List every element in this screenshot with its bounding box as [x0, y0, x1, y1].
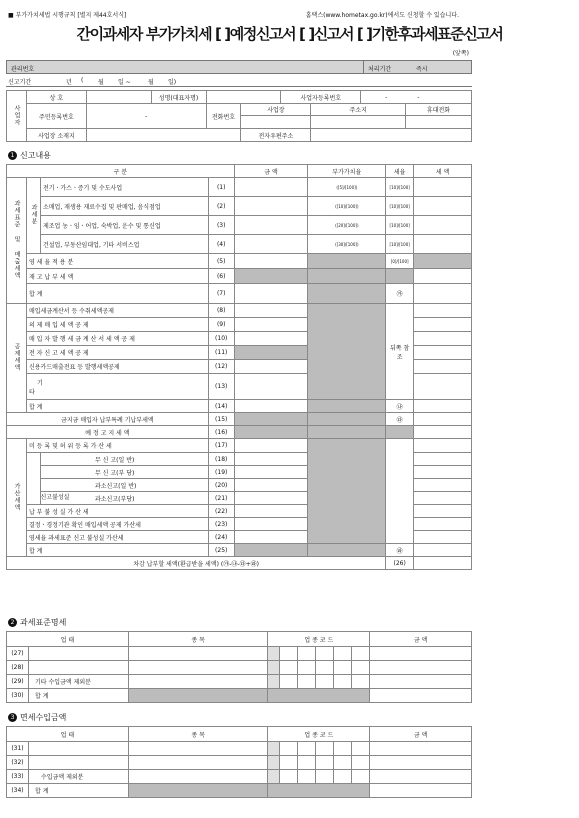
row24-amount[interactable]	[234, 531, 308, 544]
row7-vat-shaded	[308, 284, 386, 304]
s2-row29-code-1[interactable]	[268, 675, 280, 689]
row14-vat-shaded	[308, 400, 386, 413]
row6-tax[interactable]	[414, 269, 472, 284]
period-year: 년	[66, 79, 72, 86]
s2-row29-code-5[interactable]	[334, 675, 352, 689]
row25-no: (25)	[208, 544, 234, 557]
row25-label: 합 계	[26, 544, 208, 557]
row7-tax[interactable]	[414, 284, 472, 304]
management-bar	[6, 60, 472, 74]
row23-no: (23)	[208, 518, 234, 531]
s3-row31-business[interactable]	[28, 742, 128, 756]
row20-tax[interactable]	[414, 479, 472, 492]
row18-amount[interactable]	[234, 453, 308, 466]
row25-amount-shaded	[234, 544, 308, 557]
s3-row31-code-6[interactable]	[352, 742, 370, 756]
row16-label: 예 정 고 지 세 액	[7, 426, 209, 439]
s3-row34-code-shaded	[268, 784, 370, 798]
s2-row28-type[interactable]	[128, 661, 268, 675]
row23-amount[interactable]	[234, 518, 308, 531]
mobile-field[interactable]	[406, 116, 472, 129]
s2-row30-code-shaded	[268, 689, 370, 703]
s3-row33-code-3[interactable]	[298, 770, 316, 784]
s3-row33-no: (33)	[7, 770, 29, 784]
processing-period-label: 처리기간	[368, 66, 392, 73]
section1-title: 1 신고내용	[8, 150, 51, 161]
row5-label: 영 세 율 적 용 분	[26, 254, 208, 269]
s2-row30-label: 합 계	[28, 689, 128, 703]
row21-no: (21)	[208, 492, 234, 505]
report-period-row	[6, 74, 472, 87]
row15-vat-shaded	[308, 413, 386, 426]
s3-row33-code-2[interactable]	[280, 770, 298, 784]
s3-row33-type[interactable]	[128, 770, 268, 784]
row6-label: 재 고 납 부 세 액	[26, 269, 208, 284]
taxable-sub-label: 과세분	[26, 178, 40, 254]
period-day-end: 일)	[168, 79, 177, 86]
s3-row34-no: (34)	[7, 784, 29, 798]
s3-row33-code-1[interactable]	[268, 770, 280, 784]
row18-no: (18)	[208, 453, 234, 466]
regulation-note: ■ 부가가치세법 시행규칙 [별지 제44호서식]	[8, 12, 127, 19]
row5-tax-shaded	[414, 254, 472, 269]
row13-label: 기 타	[26, 374, 208, 400]
deduction-group-label: 공제세액	[7, 304, 27, 413]
row13-no: (13)	[208, 374, 234, 400]
row26-no: (26)	[386, 557, 414, 570]
phone-label: 전화번호	[206, 104, 241, 129]
row7-label: 합 계	[26, 284, 208, 304]
s2-row27-code-6[interactable]	[352, 647, 370, 661]
row11-label: 전 자 신 고 세 액 공 제	[26, 346, 208, 360]
s3-row32-code-5[interactable]	[334, 756, 352, 770]
s2-col-code: 업 종 코 드	[268, 632, 370, 647]
row25-vat-shaded	[308, 544, 386, 557]
s2-row27-code-3[interactable]	[298, 647, 316, 661]
row15-mark: ㉰	[386, 413, 414, 426]
row4-tax[interactable]	[414, 235, 472, 254]
row3-label: 제조업 농ㆍ임ㆍ어업, 숙박업, 운수 및 통신업	[40, 216, 208, 235]
s2-row29-code-2[interactable]	[280, 675, 298, 689]
penalty-vat-shaded	[308, 439, 386, 544]
row8-amount[interactable]	[234, 304, 308, 318]
row20-no: (20)	[208, 479, 234, 492]
s2-row28-code-3[interactable]	[298, 661, 316, 675]
row16-tax[interactable]	[414, 426, 472, 439]
row18-label: 신고불성실 무 신 고(일 반)	[40, 453, 208, 466]
reg-no-field[interactable]: - -	[361, 91, 472, 104]
s2-row27-code-1[interactable]	[268, 647, 280, 661]
row23-label: 결정ㆍ경정기관 확인 매입세액 공제 가산세	[26, 518, 208, 531]
row24-label: 영세율 과세표준 신고 불성실 가산세	[26, 531, 208, 544]
unfaithful-sub-label	[26, 453, 40, 505]
s3-row33-label: 수입금액 제외분	[28, 770, 128, 784]
row10-label: 매 입 자 발 행 세 금 계 산 서 세 액 공 제	[26, 332, 208, 346]
row21-label: 과소신고(부당)	[40, 492, 208, 505]
row15-amount-shaded	[234, 413, 308, 426]
s3-row31-type[interactable]	[128, 742, 268, 756]
row5-no: (5)	[208, 254, 234, 269]
row20-label: 과소신고(일 반)	[40, 479, 208, 492]
s2-row29-code-6[interactable]	[352, 675, 370, 689]
trade-name-field[interactable]	[86, 91, 151, 104]
s3-row31-code-4[interactable]	[316, 742, 334, 756]
row19-amount[interactable]	[234, 466, 308, 479]
workplace-phone-field[interactable]	[241, 116, 311, 129]
row4-label: 건설업, 부동산임대업, 기타 서비스업	[40, 235, 208, 254]
row3-rate: [10]/[100]	[386, 216, 414, 235]
s2-row30-type-shaded	[128, 689, 268, 703]
s2-row27-business[interactable]	[28, 647, 128, 661]
s2-col-business: 업 태	[7, 632, 129, 647]
row9-amount[interactable]	[234, 318, 308, 332]
row16-amount-shaded	[234, 426, 308, 439]
row24-no: (24)	[208, 531, 234, 544]
s3-row32-code-2[interactable]	[280, 756, 298, 770]
taxbase-detail-table	[6, 631, 472, 703]
row3-tax[interactable]	[414, 216, 472, 235]
col-tax-amount: 세 액	[414, 165, 472, 178]
s3-row34-amount[interactable]	[370, 784, 472, 798]
penalty-group-label: 가산세액	[7, 439, 27, 557]
row26-label: 차감 납부할 세액(환급받을 세액) (㉮-㉯-㉰+㉱)	[7, 557, 386, 570]
hometax-note: 홈택스(www.hometax.go.kr)에서도 신청할 수 있습니다.	[305, 12, 459, 19]
s3-col-business: 업 태	[7, 727, 129, 742]
row14-tax[interactable]	[414, 400, 472, 413]
s2-row27-code-2[interactable]	[280, 647, 298, 661]
row11-no: (11)	[208, 346, 234, 360]
row14-mark: ㉯	[386, 400, 414, 413]
section2-title: 2 과세표준명세	[8, 617, 66, 628]
row2-label: 소매업, 재생용 재료수집 및 판매업, 음식점업	[40, 197, 208, 216]
row15-no: (15)	[208, 413, 234, 426]
row6-amount-shaded	[234, 269, 308, 284]
resident-no-label: 주민등록번호	[26, 104, 86, 129]
s3-row32-code-4[interactable]	[316, 756, 334, 770]
deduct-vat-shaded	[308, 304, 386, 400]
taxbase-group-label: 과세표준 및 매출세액	[7, 178, 27, 304]
row12-label: 신용카드매출전표 등 발행세액공제	[26, 360, 208, 374]
processing-period-box	[363, 61, 473, 73]
s2-row28-no: (28)	[7, 661, 29, 675]
row12-amount[interactable]	[234, 360, 308, 374]
row11-amount-shaded	[234, 346, 308, 360]
row6-no: (6)	[208, 269, 234, 284]
row6-rate-shaded	[386, 269, 414, 284]
s2-row28-code-6[interactable]	[352, 661, 370, 675]
s2-row29-label: 기타 수입금액 제외분	[28, 675, 128, 689]
s2-row29-amount[interactable]	[370, 675, 472, 689]
s2-row28-business[interactable]	[28, 661, 128, 675]
row26-tax[interactable]	[414, 557, 472, 570]
location-label: 사업장 소재지	[26, 129, 86, 142]
row17-no: (17)	[208, 439, 234, 453]
s3-row33-code-5[interactable]	[334, 770, 352, 784]
s3-row33-code-4[interactable]	[316, 770, 334, 784]
row7-no: (7)	[208, 284, 234, 304]
report-content-table	[6, 164, 472, 570]
row2-vat: ([10]/[100])	[308, 197, 386, 216]
row15-tax[interactable]	[414, 413, 472, 426]
s2-row30-no: (30)	[7, 689, 29, 703]
s3-row34-label: 합 계	[28, 784, 128, 798]
trade-name-label: 상 호	[26, 91, 86, 104]
s2-row29-no: (29)	[7, 675, 29, 689]
period-day-start: 일 ~	[118, 79, 131, 86]
row22-amount[interactable]	[234, 505, 308, 518]
row19-tax[interactable]	[414, 466, 472, 479]
s3-row32-business[interactable]	[28, 756, 128, 770]
s3-col-type: 종 목	[128, 727, 268, 742]
row6-vat-shaded	[308, 269, 386, 284]
s3-row31-code-5[interactable]	[334, 742, 352, 756]
row3-vat: ([20]/[100])	[308, 216, 386, 235]
s3-row31-amount[interactable]	[370, 742, 472, 756]
s3-row31-code-2[interactable]	[280, 742, 298, 756]
col-amount: 금 액	[234, 165, 308, 178]
email-field[interactable]	[311, 129, 472, 142]
row3-no: (3)	[208, 216, 234, 235]
s3-row32-no: (32)	[7, 756, 29, 770]
row10-amount[interactable]	[234, 332, 308, 346]
row22-tax[interactable]	[414, 505, 472, 518]
row18-tax[interactable]	[414, 453, 472, 466]
row4-rate: [10]/[100]	[386, 235, 414, 254]
row13-tax[interactable]	[414, 374, 472, 400]
s2-row27-code-4[interactable]	[316, 647, 334, 661]
row8-label: 매입세금계산서 등 수취세액공제	[26, 304, 208, 318]
period-open-paren: (	[81, 77, 84, 84]
s2-row27-amount[interactable]	[370, 647, 472, 661]
rep-name-field[interactable]	[206, 91, 281, 104]
row5-vat-shaded	[308, 254, 386, 269]
row1-no: (1)	[208, 178, 234, 197]
s3-row31-code-1[interactable]	[268, 742, 280, 756]
row19-label: 무 신 고(부 당)	[40, 466, 208, 479]
row25-mark: ㉱	[386, 544, 414, 557]
row9-label: 의 제 매 입 세 액 공 제	[26, 318, 208, 332]
row25-tax[interactable]	[414, 544, 472, 557]
s2-row28-amount[interactable]	[370, 661, 472, 675]
row15-label: 금지금 매입자 납부특례 기납부세액	[7, 413, 209, 426]
row21-amount[interactable]	[234, 492, 308, 505]
s3-row31-no: (31)	[7, 742, 29, 756]
col-vat-rate: 부가가치율	[308, 165, 386, 178]
row17-tax[interactable]	[414, 439, 472, 453]
s3-row32-code-6[interactable]	[352, 756, 370, 770]
s3-row34-type-shaded	[128, 784, 268, 798]
report-period-label: 신고기간	[8, 79, 32, 86]
s2-row28-code-5[interactable]	[334, 661, 352, 675]
row14-no: (14)	[208, 400, 234, 413]
s2-row29-code-4[interactable]	[316, 675, 334, 689]
row16-rate-shaded	[386, 426, 414, 439]
row14-amount[interactable]	[234, 400, 308, 413]
row8-tax[interactable]	[414, 304, 472, 318]
row13-amount[interactable]	[234, 374, 308, 400]
location-field[interactable]	[86, 129, 241, 142]
row1-amount[interactable]	[234, 178, 308, 197]
row14-label: 합 계	[26, 400, 208, 413]
s3-row32-amount[interactable]	[370, 756, 472, 770]
processing-immediate: 즉시	[416, 66, 428, 73]
s3-row32-type[interactable]	[128, 756, 268, 770]
s3-col-amount: 금 액	[370, 727, 472, 742]
row16-no: (16)	[208, 426, 234, 439]
s2-row29-code-3[interactable]	[298, 675, 316, 689]
row3-amount[interactable]	[234, 216, 308, 235]
row17-amount[interactable]	[234, 439, 308, 453]
s2-row28-code-4[interactable]	[316, 661, 334, 675]
s2-row27-type[interactable]	[128, 647, 268, 661]
s3-row33-amount[interactable]	[370, 770, 472, 784]
form-title: 간이과세자 부가가치세 [ ]예정신고서 [ ]신고서 [ ]기한후과세표준신고서	[76, 25, 503, 43]
s2-row28-code-2[interactable]	[280, 661, 298, 675]
row1-rate: [10]/[100]	[386, 178, 414, 197]
s2-row30-amount[interactable]	[370, 689, 472, 703]
row5-rate: [0]/[100]	[386, 254, 414, 269]
row5-amount[interactable]	[234, 254, 308, 269]
row17-label: 미 등 록 및 허 위 등 록 가 산 세	[26, 439, 208, 453]
row24-tax[interactable]	[414, 531, 472, 544]
s2-col-amount: 금 액	[370, 632, 472, 647]
s2-row27-no: (27)	[7, 647, 29, 661]
row10-tax[interactable]	[414, 332, 472, 346]
email-label: 전자우편주소	[241, 129, 311, 142]
s2-row28-code-1[interactable]	[268, 661, 280, 675]
row1-vat: ([5]/[100])	[308, 178, 386, 197]
rep-name-label: 성명(대표자명)	[151, 91, 206, 104]
front-side-label: (앞쪽)	[452, 50, 469, 57]
row2-tax[interactable]	[414, 197, 472, 216]
s3-row32-code-3[interactable]	[298, 756, 316, 770]
resident-no-field[interactable]: -	[86, 104, 206, 129]
s3-row31-code-3[interactable]	[298, 742, 316, 756]
row4-no: (4)	[208, 235, 234, 254]
row22-no: (22)	[208, 505, 234, 518]
row8-no: (8)	[208, 304, 234, 318]
period-month-end: 월	[148, 79, 154, 86]
exempt-income-table	[6, 726, 472, 798]
row4-vat: ([30]/[100])	[308, 235, 386, 254]
row9-no: (9)	[208, 318, 234, 332]
workplace-phone-label: 사업장	[241, 104, 311, 116]
see-back-note: 뒤쪽 참조	[386, 304, 414, 400]
row7-amount[interactable]	[234, 284, 308, 304]
row12-tax[interactable]	[414, 360, 472, 374]
row19-no: (19)	[208, 466, 234, 479]
business-side-label: 사업자	[7, 91, 27, 142]
management-number-label: 관리번호	[11, 66, 35, 73]
s3-col-code: 업 종 코 드	[268, 727, 370, 742]
s3-row32-code-1[interactable]	[268, 756, 280, 770]
col-tax-rate: 세율	[386, 165, 414, 178]
penalty-rate-blank	[386, 439, 414, 544]
s3-row33-code-6[interactable]	[352, 770, 370, 784]
col-division: 구 분	[7, 165, 235, 178]
period-month-start: 월	[98, 79, 104, 86]
row10-no: (10)	[208, 332, 234, 346]
mobile-label: 휴대전화	[406, 104, 472, 116]
s2-col-type: 종 목	[128, 632, 268, 647]
s2-row27-code-5[interactable]	[334, 647, 352, 661]
row1-tax[interactable]	[414, 178, 472, 197]
s2-row29-type[interactable]	[128, 675, 268, 689]
row9-tax[interactable]	[414, 318, 472, 332]
row12-no: (12)	[208, 360, 234, 374]
row7-mark: ㉮	[386, 284, 414, 304]
reg-no-label: 사업자등록번호	[281, 91, 361, 104]
business-info-table	[6, 90, 472, 142]
address-phone-field[interactable]	[311, 116, 406, 129]
row21-tax[interactable]	[414, 492, 472, 505]
row2-amount[interactable]	[234, 197, 308, 216]
row16-vat-shaded	[308, 426, 386, 439]
row11-tax[interactable]	[414, 346, 472, 360]
row4-amount[interactable]	[234, 235, 308, 254]
section3-title: 3 면세수입금액	[8, 712, 66, 723]
row2-rate: [10]/[100]	[386, 197, 414, 216]
row23-tax[interactable]	[414, 518, 472, 531]
row20-amount[interactable]	[234, 479, 308, 492]
row1-label: 전기ㆍ가스ㆍ증기 및 수도사업	[40, 178, 208, 197]
row22-label: 납 부 불 성 실 가 산 세	[26, 505, 208, 518]
row2-no: (2)	[208, 197, 234, 216]
address-phone-label: 주소지	[311, 104, 406, 116]
